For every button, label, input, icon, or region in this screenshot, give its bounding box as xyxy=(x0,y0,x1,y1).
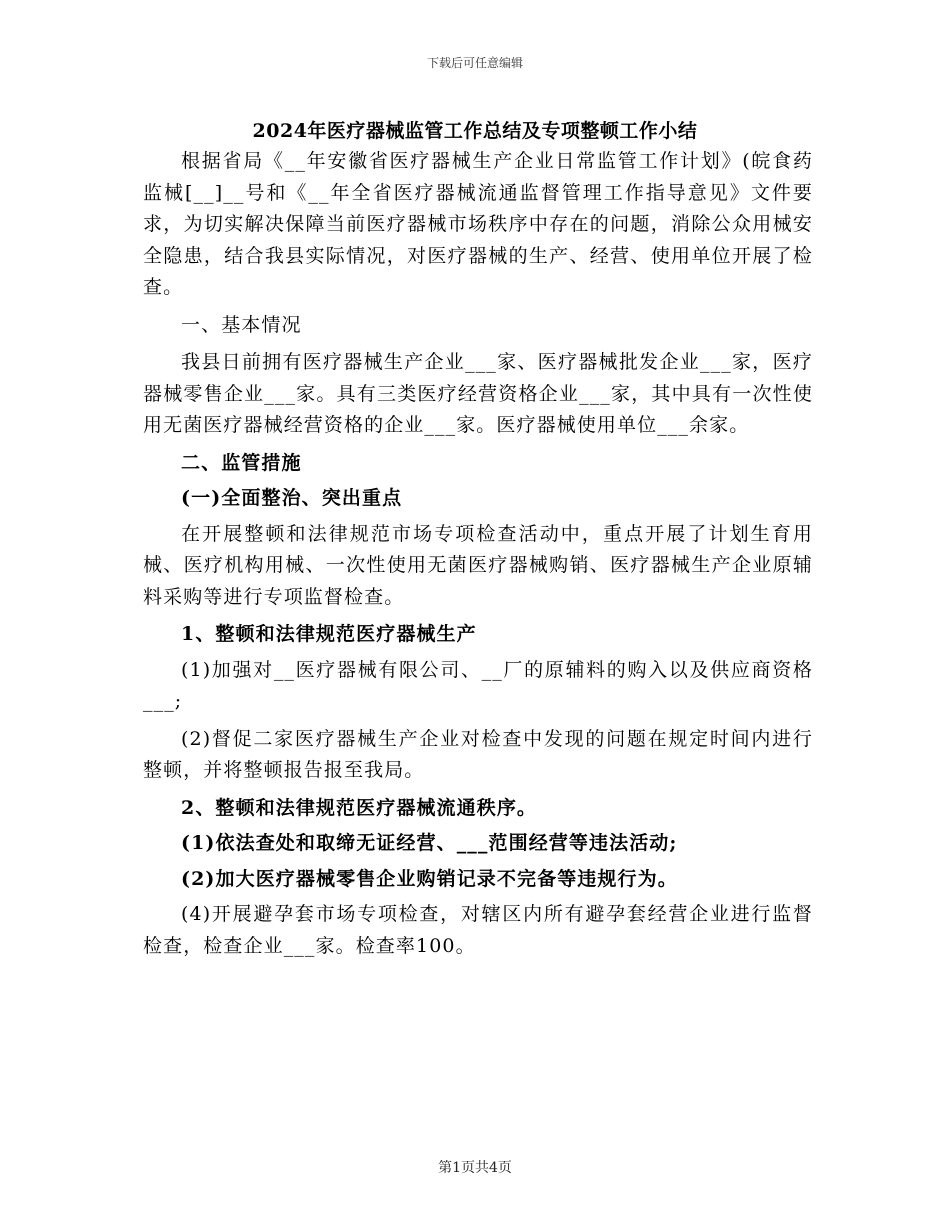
intro-paragraph: 根据省局《__年安徽省医疗器械生产企业日常监管工作计划》(皖食药监械[__]__号和《__年全省医疗器械流通监督管理工作指导意见》文件要求，为切实解决保障当前医疗器械市场秩序中存在的问题，消除公众用械安全隐患，结合我县实际情况，对医疗器械的生产、经营、使用单位开展了检查。 xyxy=(143,150,813,298)
document-body xyxy=(143,146,813,962)
production-item-1: (1)加强对__医疗器械有限公司、__厂的原辅料的购入以及供应商资格___; xyxy=(143,658,813,712)
measures-paragraph: 在开展整顿和法律规范市场专项检查活动中，重点开展了计划生育用械、医疗机构用械、一次性使用无菌医疗器械购销、医疗器械生产企业原辅料采购等进行专项监督检查。 xyxy=(143,522,813,608)
section-heading-measures: 二、监管措施 xyxy=(181,451,302,474)
document-title: 2024年医疗器械监管工作总结及专项整顿工作小结 xyxy=(252,120,698,142)
circulation-item-2: (2)加大医疗器械零售企业购销记录不完备等违规行为。 xyxy=(181,867,678,890)
item-heading-circulation: 2、整顿和法律规范医疗器械流通秩序。 xyxy=(181,796,538,819)
production-item-2: (2)督促二家医疗器械生产企业对检查中发现的问题在规定时间内进行整顿，并将整顿报告报至我局。 xyxy=(143,727,813,781)
circulation-item-4: (4)开展避孕套市场专项检查，对辖区内所有避孕套经营企业进行监督检查，检查企业___家。检查率100。 xyxy=(143,903,813,957)
basic-situation-paragraph: 我县日前拥有医疗器械生产企业___家、医疗器械批发企业___家，医疗器械零售企业___家。具有三类医疗经营资格企业___家，其中具有一次性使用无菌医疗器械经营资格的企业___家。医疗器械使用单位___余家。 xyxy=(143,351,813,436)
section-heading-basic: 一、基本情况 xyxy=(181,313,302,336)
item-heading-production: 1、整顿和法律规范医疗器械生产 xyxy=(181,623,477,645)
page-header-note: 下载后可任意编辑 xyxy=(426,56,523,70)
subsection-heading-1: (一)全面整治、突出重点 xyxy=(181,487,403,509)
page-footer: 第1页共4页 xyxy=(438,1160,512,1176)
circulation-item-1: (1)依法查处和取缔无证经营、___范围经营等违法活动; xyxy=(181,832,678,854)
